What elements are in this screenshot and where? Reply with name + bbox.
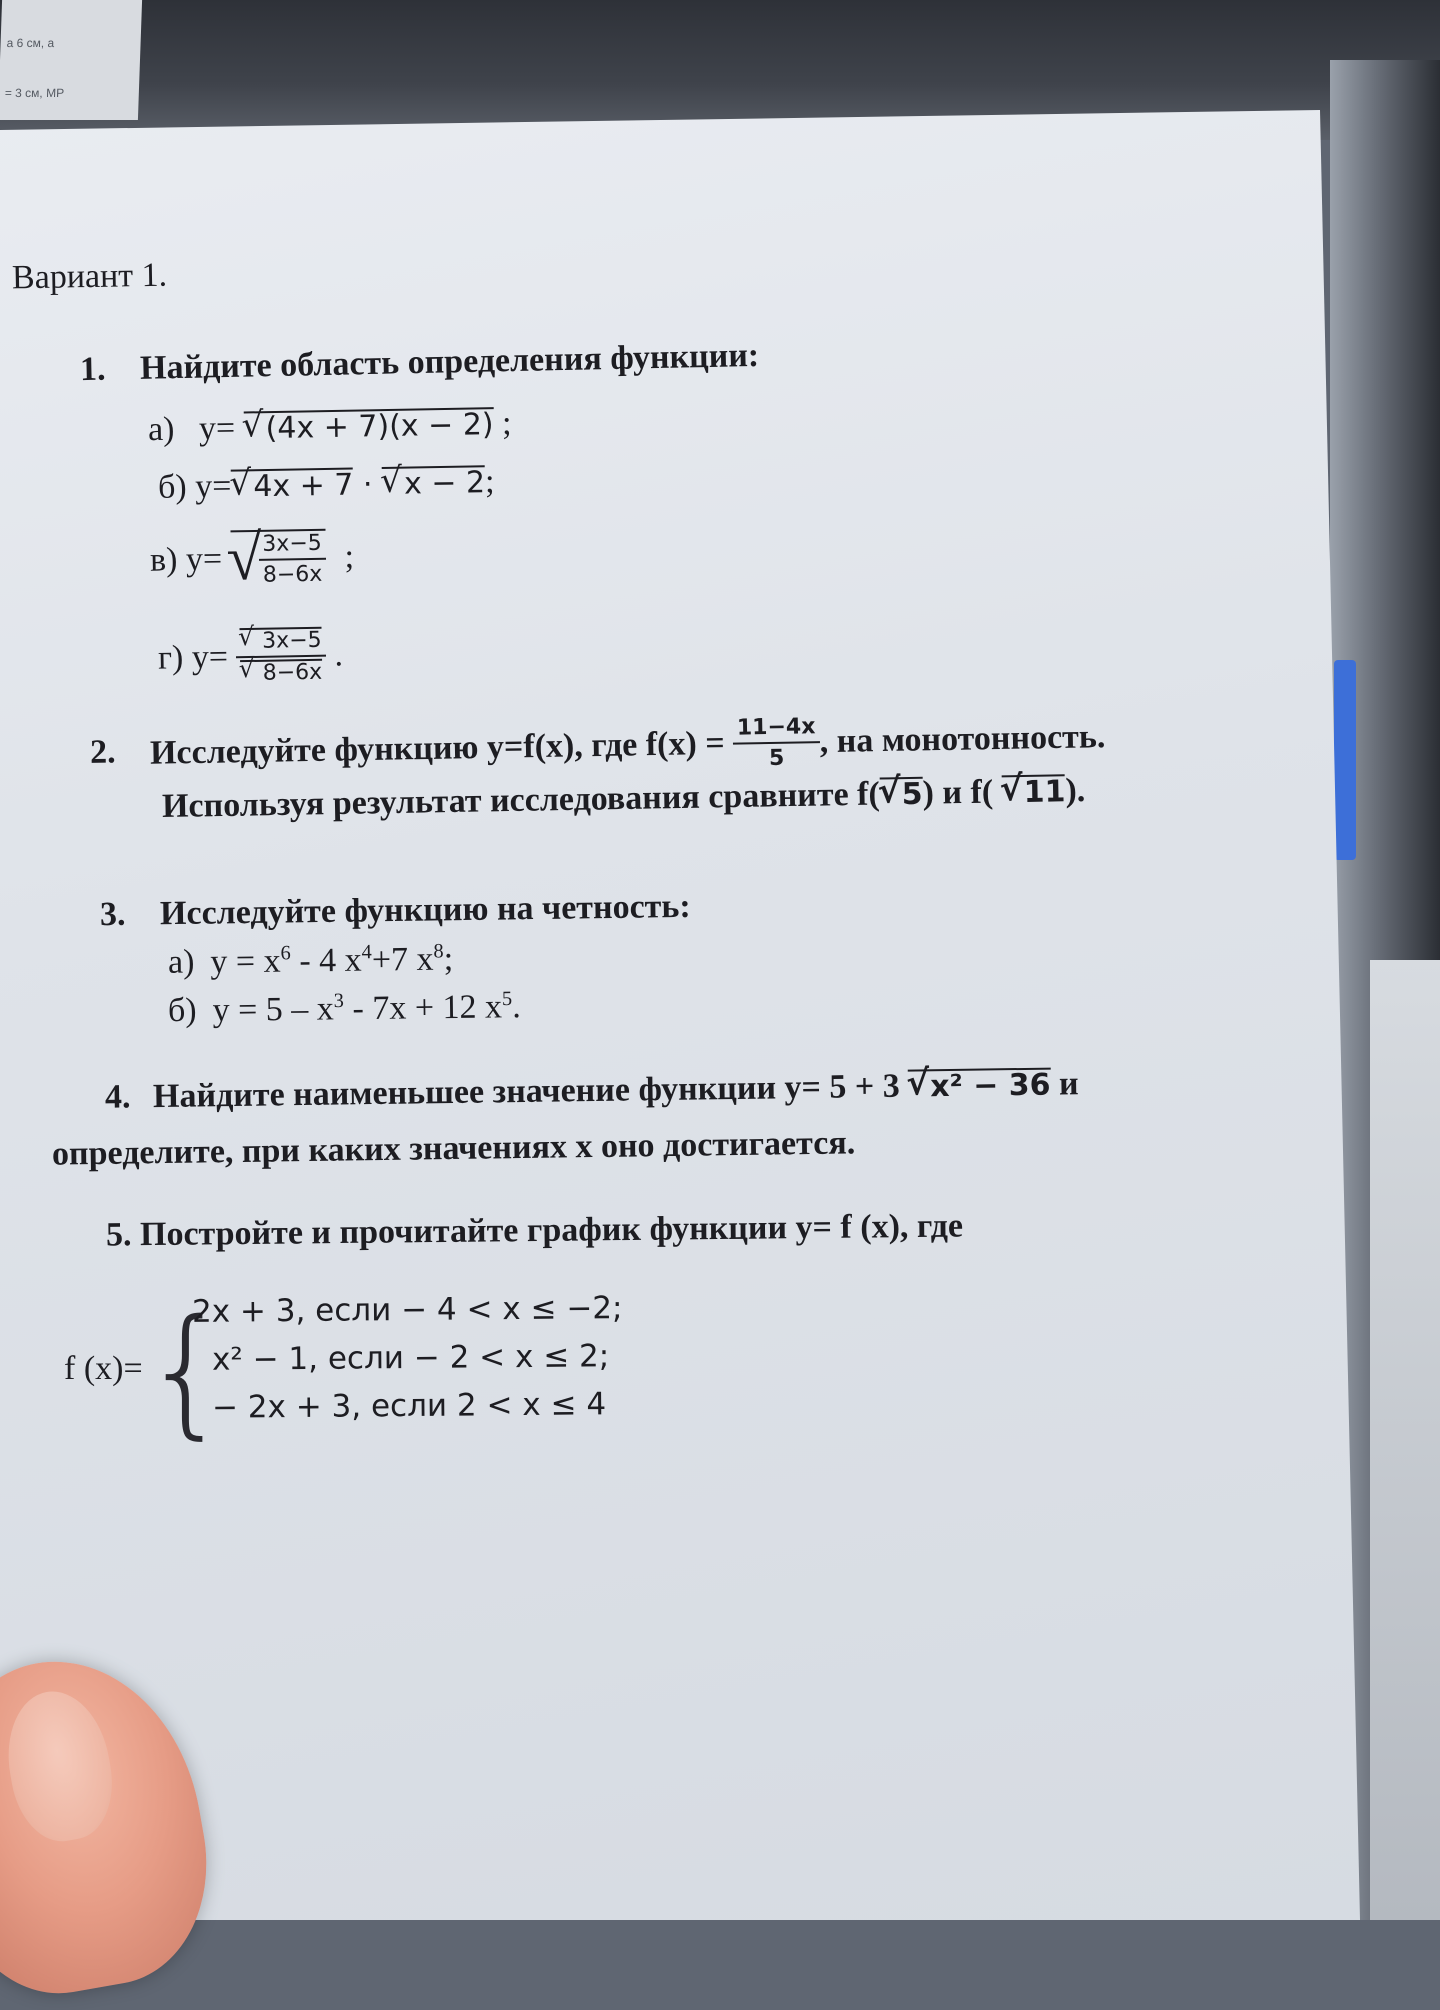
task-1v-denominator: 8−6x bbox=[262, 561, 323, 588]
task-1b-radicand-2: √ x − 2 bbox=[382, 465, 486, 500]
task-4-heading bbox=[105, 1065, 1079, 1117]
thumbnail bbox=[0, 1683, 122, 1848]
task-3a-exp-3: 8 bbox=[433, 940, 444, 963]
task-1g bbox=[158, 626, 344, 687]
task-1g-prefix: y= bbox=[191, 638, 229, 677]
task-2-radicand-1: √ 5 bbox=[879, 777, 922, 811]
task-1b bbox=[158, 463, 495, 507]
task-3a bbox=[168, 940, 454, 982]
task-3a-exp-1: 6 bbox=[280, 942, 291, 965]
task-1v-root bbox=[230, 529, 326, 589]
task-3a-exp-2: 4 bbox=[361, 941, 372, 964]
task-3b-label: б) bbox=[167, 992, 197, 1030]
task-3a-expr-b: - 4 x bbox=[290, 941, 362, 980]
task-1a-label: а) bbox=[147, 410, 175, 449]
piecewise-label: f (x)= bbox=[64, 1350, 143, 1387]
task-1-number: 1. bbox=[79, 350, 106, 389]
task-2-number: 2. bbox=[89, 733, 116, 771]
task-4-line-2: определите, при каких значениях x оно достигается. bbox=[51, 1124, 856, 1173]
task-1v-fraction bbox=[258, 531, 326, 588]
task-3a-expr-a: y = x bbox=[210, 942, 281, 981]
task-1b-radicand-1: √ 4x + 7 bbox=[231, 468, 354, 504]
sticker-line-1: a 6 см, a bbox=[6, 36, 55, 50]
task-2-line2-mid: ) и f( bbox=[922, 773, 1002, 812]
task-3a-expr-c: +7 x bbox=[371, 940, 434, 979]
task-1-text: Найдите область определения функции: bbox=[139, 336, 760, 387]
task-3-text: Исследуйте функцию на четность: bbox=[159, 887, 691, 933]
task-3-heading bbox=[100, 888, 691, 934]
task-1a-suffix: ; bbox=[501, 404, 512, 442]
variant-heading: Вариант 1. bbox=[11, 256, 168, 297]
task-2-line-2 bbox=[162, 772, 1086, 826]
task-1b-suffix: ; bbox=[484, 463, 495, 501]
task-3b-exp-2: 5 bbox=[501, 987, 513, 1011]
task-2-fraction bbox=[733, 714, 821, 772]
task-2-line2-end: ). bbox=[1065, 771, 1086, 810]
task-2-denominator: 5 bbox=[768, 745, 785, 772]
task-3b bbox=[168, 988, 521, 1031]
task-1a bbox=[148, 405, 512, 449]
task-1a-prefix: y= bbox=[198, 409, 236, 448]
task-3b-suffix: . bbox=[511, 988, 521, 1026]
task-1-heading bbox=[80, 337, 760, 389]
task-4-radicand: √ x² − 36 bbox=[908, 1068, 1051, 1103]
task-1v-numerator: √ 3x−5 bbox=[258, 531, 326, 561]
task-2-text-end: , на монотонность. bbox=[819, 718, 1106, 761]
task-1a-radicand: √ (4x + 7)(x − 2) bbox=[243, 407, 494, 445]
task-4-text-start: Найдите наименьшее значение функции y= 5 + 3 bbox=[152, 1067, 909, 1116]
task-2-heading bbox=[90, 709, 1106, 783]
task-3a-suffix: ; bbox=[443, 940, 454, 978]
task-1v-label: в) bbox=[149, 541, 178, 579]
task-1g-denominator-wrap bbox=[236, 657, 326, 687]
task-5-heading: 5. Постройте и прочитайте график функции y= f (x), где bbox=[105, 1207, 964, 1254]
task-2-line2-start: Используя результат исследования сравните f( bbox=[161, 775, 881, 826]
task-4-number: 4. bbox=[104, 1078, 131, 1116]
task-2-radicand-2: √ 11 bbox=[1001, 774, 1065, 809]
task-1g-fraction bbox=[236, 627, 326, 687]
task-1g-denominator: √ 8−6x bbox=[241, 659, 323, 686]
task-3b-expr-b: - 7x + 12 x bbox=[343, 988, 503, 1028]
task-1g-numerator: √ 3x−5 bbox=[240, 627, 322, 654]
task-3a-label: а) bbox=[167, 943, 195, 982]
piecewise-brace: { bbox=[142, 1290, 232, 1453]
task-3b-expr-a: y = 5 – x bbox=[212, 990, 335, 1029]
task-1b-prefix: y= bbox=[194, 467, 232, 506]
task-1g-suffix: . bbox=[334, 636, 344, 674]
task-1b-mid: · bbox=[353, 467, 383, 503]
task-1v-suffix: ; bbox=[344, 538, 355, 576]
task-1b-label: б) bbox=[157, 468, 187, 506]
task-1g-label: г) bbox=[157, 639, 184, 677]
piecewise-case-2: x² − 1, если − 2 < x ≤ 2; bbox=[211, 1338, 610, 1378]
piecewise-case-1: 2x + 3, если − 4 < x ≤ −2; bbox=[191, 1290, 623, 1330]
sticker-line-2: = 3 см, MP bbox=[4, 86, 65, 100]
task-3-number: 3. bbox=[99, 895, 126, 934]
task-1v bbox=[150, 528, 355, 590]
task-2-numerator: 11−4x bbox=[733, 714, 820, 745]
task-3b-exp-1: 3 bbox=[333, 990, 345, 1013]
piecewise-case-3: − 2x + 3, если 2 < x ≤ 4 bbox=[211, 1386, 607, 1426]
task-4-text-end: и bbox=[1050, 1065, 1079, 1103]
task-1v-prefix: y= bbox=[185, 540, 223, 579]
task-2-text-start: Исследуйте функцию y=f(x), где f(x) = bbox=[149, 724, 725, 772]
